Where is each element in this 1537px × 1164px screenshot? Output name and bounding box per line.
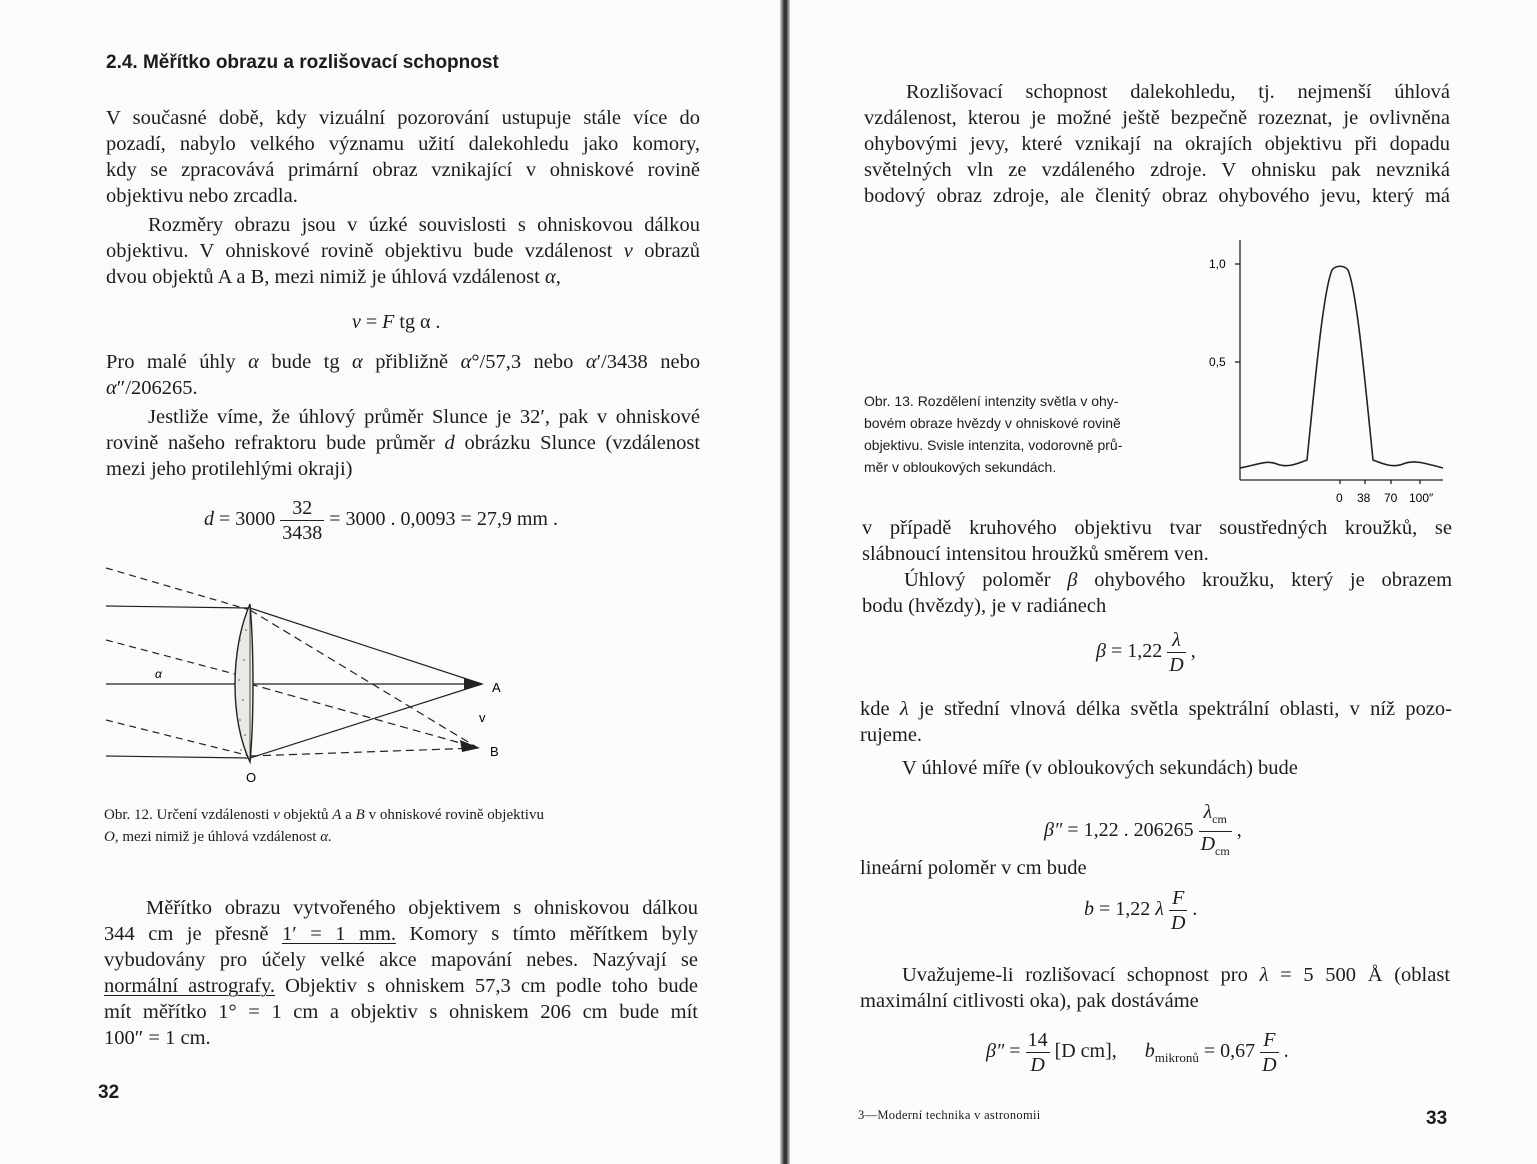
paragraph-7 (860, 962, 1450, 1014)
paragraph-3 (862, 567, 1452, 619)
figure-13-plot (1205, 232, 1465, 512)
paragraph-1 (106, 105, 700, 209)
fraction-denominator: D (1169, 654, 1184, 676)
text-line (106, 430, 700, 456)
caption-line: objektivu. Svisle intenzita, vodorovně prů- (864, 437, 1123, 453)
underlined-text: normální astrografy. (104, 975, 276, 997)
text-span: dvou objektů A a B, mezi nimiž je úhlová vzdálenost (106, 266, 540, 288)
section-heading: 2.4. Měřítko obrazu a rozlišovací schopnost (106, 52, 499, 73)
text-span: kde (860, 698, 890, 720)
formula-b: b (1144, 1040, 1155, 1063)
x-tick-label: 100″ (1409, 491, 1434, 505)
text-line: dvou objektů A a B, mezi nimiž je úhlová vzdálenost α, (106, 266, 561, 288)
book-spine (780, 0, 790, 1164)
text-line: vzdálenost, kterou je možné ještě bezpečně rozeznat, je ovlivněna (864, 107, 1450, 129)
formula-part: . (1278, 1040, 1289, 1063)
fraction (1260, 1028, 1278, 1077)
symbol-lambda: λ (1259, 964, 1269, 986)
text-line: Měřítko obrazu vytvořeného objektivem s ohniskovou dálkou (146, 897, 698, 919)
formula-part: = (1004, 1040, 1026, 1063)
text-line: V současné době, kdy vizuální pozorování ustupuje stále více do (106, 107, 700, 129)
x-tick-label: 0 (1336, 491, 1343, 505)
text-line: Jestliže víme, že úhlový průměr Slunce je 32′, pak v ohniskové (148, 406, 700, 428)
text-line: slábnoucí intensitou hroužků směrem ven. (862, 543, 1209, 565)
text-span: Pro malé úhly (106, 351, 236, 373)
symbol-alpha: α (585, 351, 597, 373)
figure-13-caption (864, 390, 1204, 478)
paragraph-6: lineární poloměr v cm bude (860, 857, 1087, 879)
text-line: ohybovými jevy, které vznikají na okrajích objektivu při dopadu (864, 133, 1450, 155)
paragraph-1 (864, 79, 1450, 209)
formula-eq: = (360, 311, 383, 333)
dashed-ray (106, 720, 250, 756)
symbol-alpha: α (248, 351, 259, 373)
text-span: Komory s tímto měřítkem byly (409, 923, 699, 945)
caption-symbol: A (332, 807, 342, 823)
denominator-symbol: D (1200, 833, 1216, 855)
text-line: pozadí, nabylo velkého významu užití dalekohledu jako komory, (106, 133, 700, 155)
solid-ray (250, 684, 482, 758)
text-span: ohybového kroužku, který je obrazem (1094, 569, 1453, 591)
text-line (106, 375, 700, 401)
symbol-lambda: λ (899, 698, 909, 720)
intensity-curve (1240, 266, 1443, 468)
paragraph-4 (860, 696, 1452, 748)
text-line: Rozměry obrazu jsou v úzké souvislosti s ohniskovou dálkou (148, 214, 700, 236)
text-line (104, 973, 698, 999)
dashed-ray (250, 684, 478, 748)
paragraph-3 (106, 349, 700, 401)
formula-lhs: b (1084, 898, 1094, 921)
formula-F: F (382, 311, 395, 333)
solid-ray (106, 606, 250, 608)
right-page (790, 0, 1537, 1164)
paragraph-2 (862, 515, 1452, 567)
fraction-numerator: F (1169, 886, 1187, 911)
label-v: v (479, 710, 486, 725)
page-footer: 3—Moderní technika v astronomii (858, 1108, 1041, 1122)
text-span: ′/3438 nebo (596, 351, 701, 373)
caption-span: v ohniskové rovině objektivu (368, 807, 544, 823)
symbol-alpha: α (106, 377, 117, 399)
dashed-ray (250, 748, 478, 756)
paragraph-5: V úhlové míře (v obloukových sekundách) bude (902, 757, 1298, 779)
caption-symbol: O (104, 829, 115, 845)
text-span: obrazů (644, 240, 701, 262)
text-line (860, 962, 1450, 988)
symbol-alpha: α (460, 351, 472, 373)
formula-part: = 3000 (214, 508, 281, 531)
formula-b-linear (1084, 886, 1197, 935)
caption-span: objektů (283, 807, 329, 823)
fraction (1026, 1028, 1050, 1077)
formula-part: , (1185, 640, 1196, 663)
page-number-left: 32 (98, 1082, 120, 1103)
caption-span: Obr. 12. Určení vzdálenosti (104, 807, 270, 823)
numerator-subscript: cm (1212, 812, 1227, 826)
text-span: rovině našeho refraktoru bude průměr (106, 432, 435, 454)
text-line: mezi jeho protilehlými okraji) (106, 458, 353, 480)
symbol-beta: β (1067, 569, 1078, 591)
text-span: Uvažujeme-li rozlišovací schopnost pro (902, 964, 1248, 986)
text-span: přibližně (375, 351, 449, 373)
fraction (1199, 800, 1232, 863)
text-span: 344 cm je přesně (104, 923, 269, 945)
y-tick-label: 0,5 (1209, 355, 1226, 369)
figure-12-caption (104, 804, 704, 848)
formula-b-subscript: mikronů (1154, 1050, 1199, 1066)
paragraph-2 (106, 212, 700, 290)
text-span: Objektiv s ohniskem 57,3 cm podle toho bude (285, 975, 698, 997)
solid-ray (106, 756, 250, 758)
text-line (104, 921, 698, 947)
text-line: Rozlišovací schopnost dalekohledu, tj. nejmenší úhlová (906, 81, 1450, 103)
fraction-numerator: λ (1167, 628, 1185, 653)
formula-sun-diameter (204, 496, 558, 545)
text-span: bude tg (271, 351, 340, 373)
text-line: bodový obraz zdroje, ale členitý obraz ohybového jevu, který má (864, 185, 1450, 207)
arrow-b (460, 740, 480, 752)
fraction-numerator: 14 (1027, 1029, 1048, 1051)
text-line: maximální citlivosti oka), pak dostáváme (860, 990, 1199, 1012)
page-number-right: 33 (1426, 1108, 1448, 1129)
paragraph-4 (106, 404, 700, 482)
fraction (1169, 886, 1187, 935)
text-line: objektivu nebo zrcadla. (106, 185, 298, 207)
formula-rhs: tg α . (394, 311, 441, 333)
text-line: v případě kruhového objektivu tvar soustředných kroužků, se (862, 517, 1452, 539)
text-span: = 5 500 Å (oblast (1280, 964, 1451, 986)
arrow-a (464, 678, 484, 690)
formula-part: = 1,22 (1094, 898, 1156, 921)
text-line: světelných vln ze vzdáleného zdroje. V ohnisku pak nevzniká (864, 159, 1450, 181)
formula-part: [D cm], (1049, 1040, 1117, 1063)
text-line: kdy se zpracovává primární obraz vznikající v ohniskové rovině (106, 159, 700, 181)
formula-lhs: d (204, 508, 214, 531)
formula-part: = 3000 . 0,0093 = 27,9 mm . (324, 508, 558, 531)
formula-part: = 1,22 (1105, 640, 1168, 663)
text-line (860, 696, 1452, 722)
formula-part: , (1231, 819, 1242, 842)
label-b: B (490, 744, 499, 759)
fraction-denominator: D (1030, 1054, 1045, 1076)
formula-lambda: λ (1155, 898, 1164, 921)
fraction-numerator: 32 (280, 496, 324, 521)
formula-lhs: β (1096, 640, 1106, 663)
fraction-denominator: D (1262, 1054, 1277, 1076)
fraction-denominator (1199, 832, 1232, 863)
text-line (862, 567, 1452, 593)
caption-symbol: B (355, 807, 365, 823)
text-line: rujeme. (860, 724, 923, 746)
formula-beta-arcsec (1044, 800, 1242, 863)
fraction-denominator: 3438 (282, 522, 323, 544)
denominator-subscript: cm (1215, 844, 1230, 858)
caption-span: , mezi nimiž je úhlová vzdálenost (114, 829, 317, 845)
fraction-denominator: D (1170, 912, 1186, 934)
formula-beta-radians (1096, 628, 1196, 677)
underlined-text: 1′ = 1 mm. (282, 923, 397, 945)
formula-v-ftg (352, 311, 440, 334)
text-span: obrázku Slunce (vzdálenost (464, 432, 701, 454)
dashed-ray (106, 568, 250, 610)
dashed-ray (250, 610, 478, 748)
text-line: bodu (hvězdy), je v radiánech (862, 595, 1107, 617)
caption-line: měr v obloukových sekundách. (864, 459, 1057, 475)
formula-lhs: β″ (1044, 819, 1063, 842)
text-span: °/57,3 nebo (471, 351, 574, 373)
fraction-numerator: F (1260, 1028, 1278, 1053)
numerator-symbol: λ (1203, 801, 1213, 823)
dashed-ray (106, 640, 250, 678)
label-a: A (492, 680, 501, 695)
text-span: objektivu. V ohniskové rovině objektivu bude vzdálenost (106, 240, 613, 262)
label-o: O (246, 770, 257, 785)
caption-line: Obr. 13. Rozdělení intenzity světla v ohy- (864, 393, 1119, 409)
x-tick-label: 70 (1384, 491, 1398, 505)
fraction (1167, 628, 1185, 677)
label-alpha: α (155, 667, 162, 681)
text-line (106, 349, 700, 375)
caption-symbol: α. (320, 829, 332, 845)
caption-line: bovém obraze hvězdy v ohniskové rovině (864, 415, 1121, 431)
caption-line (104, 804, 704, 826)
text-line: mít měřítko 1° = 1 cm a objektiv s ohniskem 206 cm bude mít (104, 1001, 698, 1023)
symbol-v: v (623, 240, 633, 262)
formula-part: = 1,22 . 206265 (1062, 819, 1199, 842)
symbol-d: d (444, 432, 455, 454)
formula-lhs: v (352, 311, 361, 333)
text-line: 100″ = 1 cm. (104, 1027, 211, 1049)
solid-ray (250, 608, 482, 684)
text-span: Úhlový poloměr (904, 569, 1051, 591)
symbol-alpha: α (352, 351, 363, 373)
paragraph-5 (104, 895, 698, 1051)
text-line: vybudovány pro účely velké akce mapování nebes. Nazývají se (104, 949, 698, 971)
text-line (106, 238, 700, 264)
caption-symbol: v (273, 807, 280, 823)
formula-lhs: β″ (986, 1040, 1005, 1063)
formula-part: . (1187, 898, 1198, 921)
formula-final (986, 1028, 1289, 1077)
symbol-alpha: α (544, 266, 556, 288)
text-span: je střední vlnová délka světla spektrální oblasti, v níž pozo- (918, 698, 1453, 720)
caption-span: a (345, 807, 352, 823)
y-tick-label: 1,0 (1209, 257, 1226, 271)
figure-12-diagram (100, 560, 540, 790)
caption-line (104, 826, 704, 848)
formula-part: = 0,67 (1198, 1040, 1261, 1063)
fraction (280, 496, 324, 545)
text-span: ″/206265. (116, 377, 198, 399)
x-tick-label: 38 (1357, 491, 1371, 505)
fraction-numerator (1199, 800, 1232, 832)
